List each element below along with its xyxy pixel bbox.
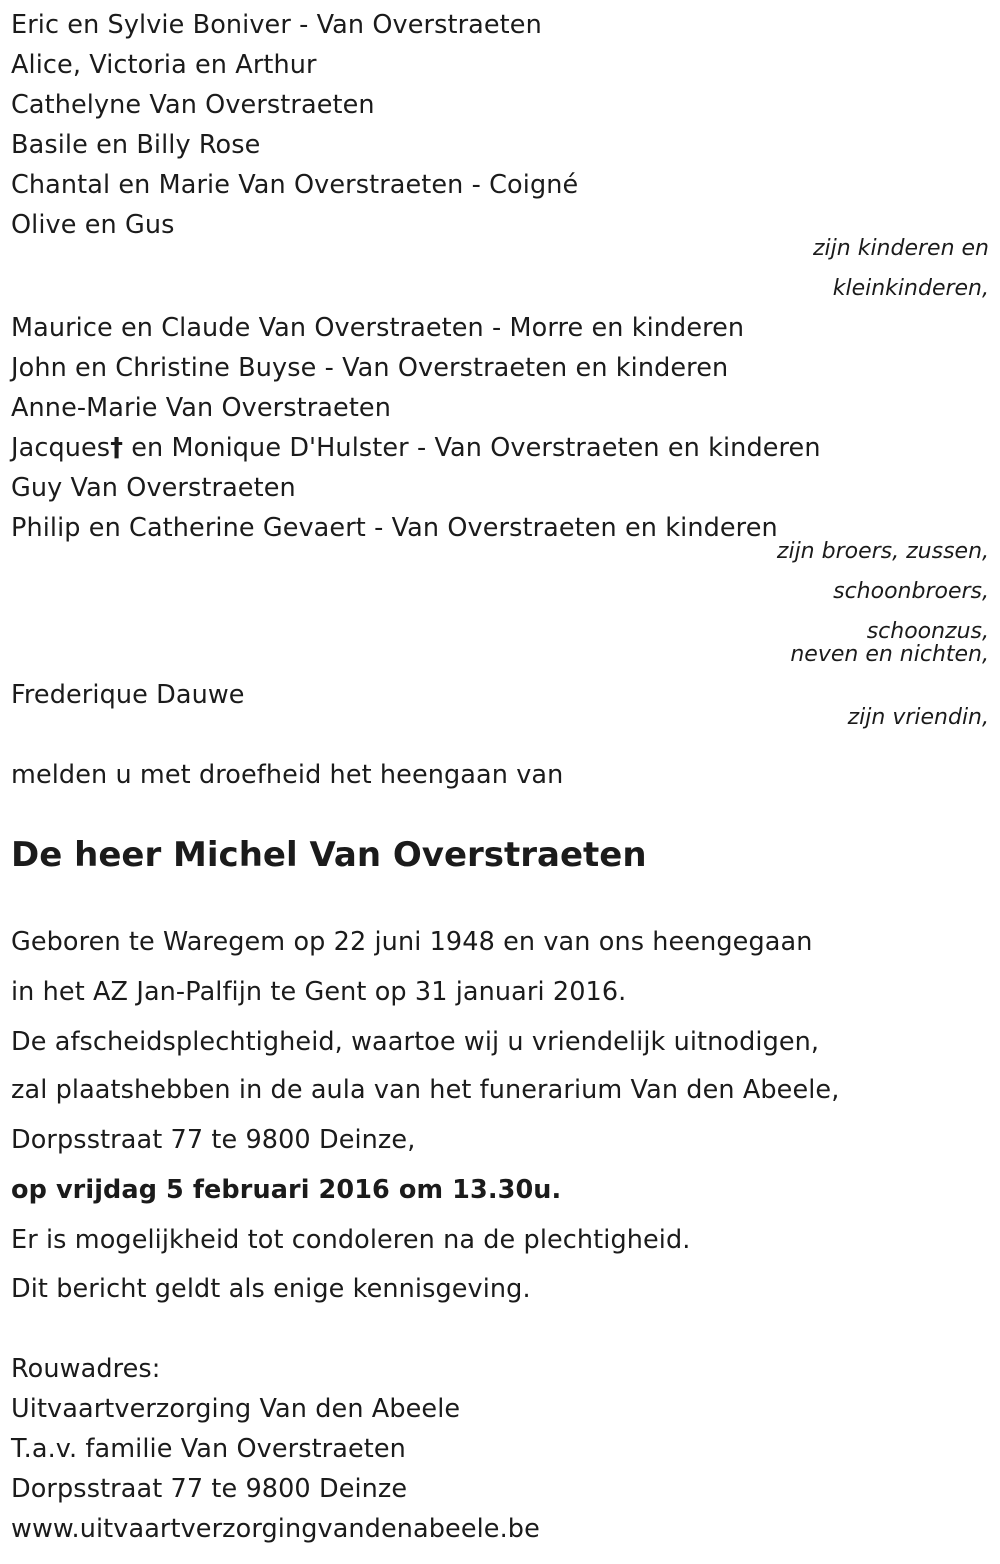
website-link[interactable]: www.uitvaartverzorgingvandenabeele.be <box>11 1514 540 1544</box>
deceased-name: De heer Michel Van Overstraeten <box>11 835 647 875</box>
family-line <box>11 432 821 464</box>
family-line: Anne-Marie Van Overstraeten <box>11 393 391 423</box>
family-line: Cathelyne Van Overstraeten <box>11 90 375 120</box>
family-line: Chantal en Marie Van Overstraeten - Coigné <box>11 170 579 200</box>
family-name: Jacques <box>11 433 111 463</box>
address-line: Uitvaartverzorging Van den Abeele <box>11 1394 461 1424</box>
detail-line: Er is mogelijkheid tot condoleren na de plechtigheid. <box>11 1225 691 1255</box>
family-line: Philip en Catherine Gevaert - Van Overstraeten en kinderen <box>11 513 778 543</box>
announcement-text: melden u met droefheid het heengaan van <box>11 760 564 790</box>
cross-icon: † <box>110 433 124 463</box>
address-line: Dorpsstraat 77 te 9800 Deinze <box>11 1474 408 1504</box>
detail-line: De afscheidsplechtigheid, waartoe wij u vriendelijk uitnodigen, <box>11 1027 820 1057</box>
address-heading: Rouwadres: <box>11 1354 161 1384</box>
detail-line: in het AZ Jan-Palfijn te Gent op 31 januari 2016. <box>11 977 627 1007</box>
relation-label: schoonzus, <box>866 619 989 644</box>
family-line: Guy Van Overstraeten <box>11 473 296 503</box>
address-line: T.a.v. familie Van Overstraeten <box>11 1434 406 1464</box>
family-line: John en Christine Buyse - Van Overstraeten en kinderen <box>11 353 729 383</box>
family-line: Frederique Dauwe <box>11 680 245 710</box>
ceremony-datetime: op vrijdag 5 februari 2016 om 13.30u. <box>11 1175 562 1205</box>
family-name-rest: en Monique D'Hulster - Van Overstraeten en kinderen <box>123 433 821 463</box>
relation-label: kleinkinderen, <box>832 276 989 301</box>
family-line: Olive en Gus <box>11 210 175 240</box>
detail-line: Geboren te Waregem op 22 juni 1948 en van ons heengegaan <box>11 927 813 957</box>
relation-label: neven en nichten, <box>790 642 989 667</box>
family-line: Eric en Sylvie Boniver - Van Overstraeten <box>11 10 542 40</box>
detail-line: zal plaatshebben in de aula van het funerarium Van den Abeele, <box>11 1075 840 1105</box>
family-line: Maurice en Claude Van Overstraeten - Morre en kinderen <box>11 313 745 343</box>
relation-label: zijn kinderen en <box>813 236 989 261</box>
relation-label: zijn broers, zussen, <box>776 539 989 564</box>
detail-line: Dorpsstraat 77 te 9800 Deinze, <box>11 1125 416 1155</box>
family-line: Basile en Billy Rose <box>11 130 261 160</box>
detail-line: Dit bericht geldt als enige kennisgeving. <box>11 1274 531 1304</box>
family-line: Alice, Victoria en Arthur <box>11 50 317 80</box>
relation-label: schoonbroers, <box>833 579 989 604</box>
relation-label: zijn vriendin, <box>847 705 989 730</box>
